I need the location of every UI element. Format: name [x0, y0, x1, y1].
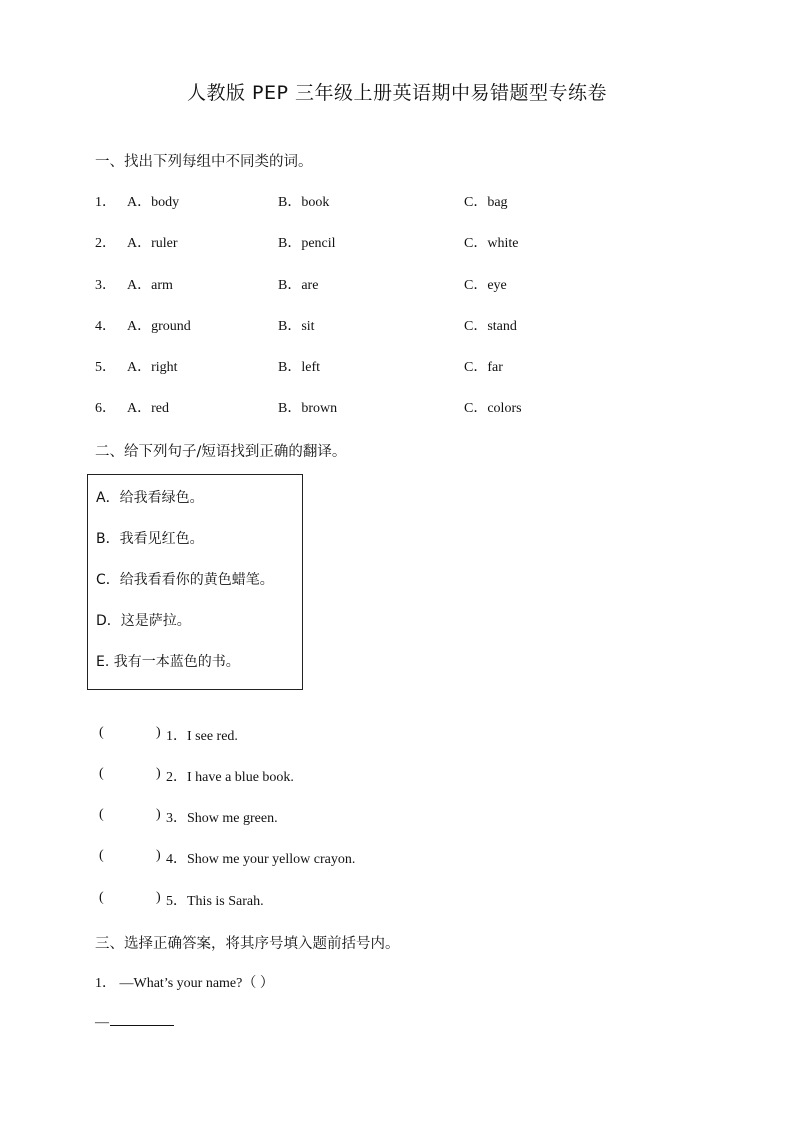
question-number: 4． — [95, 319, 116, 334]
option-b: B．book — [278, 195, 330, 210]
option-a: A．right — [127, 360, 178, 375]
answer-line — [95, 1012, 174, 1031]
matching-sentence: 3．Show me green. — [166, 811, 278, 826]
question-number: 3． — [95, 278, 116, 293]
option-a: A．red — [127, 401, 169, 416]
answer-bracket-left: ( — [99, 766, 104, 781]
matching-sentence: 2．I have a blue book. — [166, 770, 294, 785]
option-b: B．left — [278, 360, 320, 375]
question-number: 6． — [95, 401, 116, 416]
translation-option: B．我看见红色。 — [96, 531, 204, 547]
question-number: 1． — [95, 195, 116, 210]
option-a: A．body — [127, 195, 180, 210]
option-c: C．eye — [464, 278, 507, 293]
answer-dash: — — [95, 1015, 109, 1030]
option-a: A．ruler — [127, 236, 178, 251]
answer-bracket-right: ) — [156, 766, 161, 781]
answer-bracket-left: ( — [99, 725, 104, 740]
option-b: B．pencil — [278, 236, 336, 251]
answer-bracket-left: ( — [99, 848, 104, 863]
option-c: C．colors — [464, 401, 522, 416]
translation-option: D．这是萨拉。 — [96, 613, 191, 629]
matching-sentence: 4．Show me your yellow crayon. — [166, 852, 356, 867]
matching-item — [99, 848, 599, 868]
option-b: B．are — [278, 278, 319, 293]
answer-bracket-right: ) — [156, 725, 161, 740]
matching-item — [99, 725, 599, 745]
section2-heading: 二、给下列句子/短语找到正确的翻译。 — [95, 444, 347, 460]
answer-bracket-left: ( — [99, 807, 104, 822]
answer-bracket-right: ) — [156, 848, 161, 863]
question-number: 2． — [95, 236, 116, 251]
question-row — [95, 274, 695, 294]
question-row — [95, 356, 695, 376]
page-title: 人教版 PEP 三年级上册英语期中易错题型专练卷 — [186, 82, 607, 104]
question-row — [95, 397, 695, 417]
section3-heading: 三、选择正确答案，将其序号填入题前括号内。 — [95, 936, 400, 952]
translation-option: C．给我看看你的黄色蜡笔。 — [96, 572, 274, 588]
translation-option: E. 我有一本蓝色的书。 — [96, 654, 240, 670]
question-row — [95, 315, 695, 335]
answer-bracket-right: ) — [156, 890, 161, 905]
answer-bracket-left: ( — [99, 890, 104, 905]
option-b: B．brown — [278, 401, 338, 416]
matching-item — [99, 890, 599, 910]
question-row — [95, 232, 695, 252]
option-a: A．ground — [127, 319, 191, 334]
translation-options-box — [87, 474, 303, 690]
option-a: A．arm — [127, 278, 173, 293]
section1-heading: 一、找出下列每组中不同类的词。 — [95, 154, 313, 170]
section3-question: 1． —What’s your name?（ ） — [95, 976, 274, 991]
matching-item — [99, 766, 599, 786]
option-c: C．bag — [464, 195, 508, 210]
translation-option: A．给我看绿色。 — [96, 490, 204, 506]
question-number: 5． — [95, 360, 116, 375]
option-c: C．stand — [464, 319, 517, 334]
question-row — [95, 191, 695, 211]
answer-blank[interactable] — [110, 1012, 174, 1026]
matching-sentence: 5．This is Sarah. — [166, 894, 264, 909]
matching-item — [99, 807, 599, 827]
option-c: C．far — [464, 360, 503, 375]
matching-sentence: 1．I see red. — [166, 729, 238, 744]
option-b: B．sit — [278, 319, 315, 334]
option-c: C．white — [464, 236, 519, 251]
answer-bracket-right: ) — [156, 807, 161, 822]
